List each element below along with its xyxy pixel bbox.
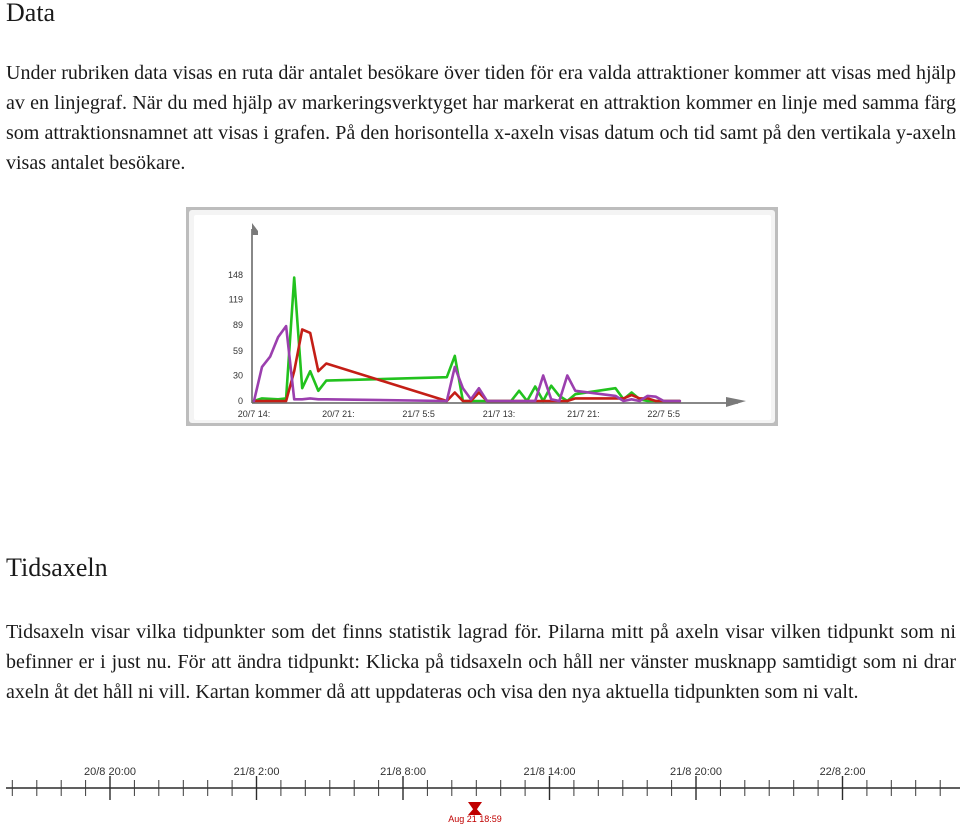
current-time-label: Aug 21 18:59: [448, 814, 502, 824]
y-tick-label: 59: [232, 345, 243, 356]
y-tick-label: 30: [232, 370, 243, 381]
x-tick-label: 21/7 13:: [482, 409, 516, 419]
timeline-label: 21/8 8:00: [380, 766, 426, 778]
timeline-label: 21/8 2:00: [233, 766, 280, 778]
timeline-axis[interactable]: [6, 764, 960, 829]
x-tick-label: 21/7 21:: [567, 409, 600, 419]
y-tick-label: 89: [232, 320, 243, 331]
timeline-description: Tidsaxeln visar vilka tidpunkter som det finns statistik lagrad för. Pilarna mitt på axeln visar vilken tidpunkt som ni befinner er i just nu. För att ändra tidpunkt: Klicka på tidsaxeln och håll ner vänster musknapp samtidigt som ni drar axeln åt det håll ni vill. Kartan kommer då att uppdateras och visa den nya aktuella tidpunkten som ni valt.: [6, 621, 956, 703]
x-tick-label: 21/7 5:5: [402, 409, 435, 419]
visitor-line-chart: [186, 207, 778, 426]
y-tick-label: 148: [227, 270, 243, 280]
y-tick-label: 0: [237, 396, 243, 406]
timeline-label: 21/8 20:00: [670, 766, 722, 778]
timeline-label: 21/8 14:00: [523, 766, 576, 778]
data-heading: Data: [6, 0, 56, 27]
data-description: Under rubriken data visas en ruta där antalet besökare över tiden för era valda attraktioner kommer att visas med hjälp av en linjegraf. När du med hjälp av markeringsverktyget har markerat en attraktion kommer en linje med samma färg som attraktionsnamnet att visas i grafen. På den horisontella x-axeln visas datum och tid samt på den vertikala y-axeln visas antalet besökare.: [6, 62, 956, 174]
x-tick-label: 20/7 14:: [237, 409, 271, 419]
chart-plot-area: [194, 215, 771, 420]
x-tick-label: 22/7 5:5: [647, 409, 680, 419]
x-tick-label: 20/7 21:: [322, 409, 355, 419]
timeline-label: 22/8 2:00: [819, 766, 866, 778]
y-tick-label: 119: [228, 294, 243, 305]
timeline-label: 20/8 20:00: [84, 766, 136, 778]
timeline-heading: Tidsaxeln: [6, 553, 108, 582]
